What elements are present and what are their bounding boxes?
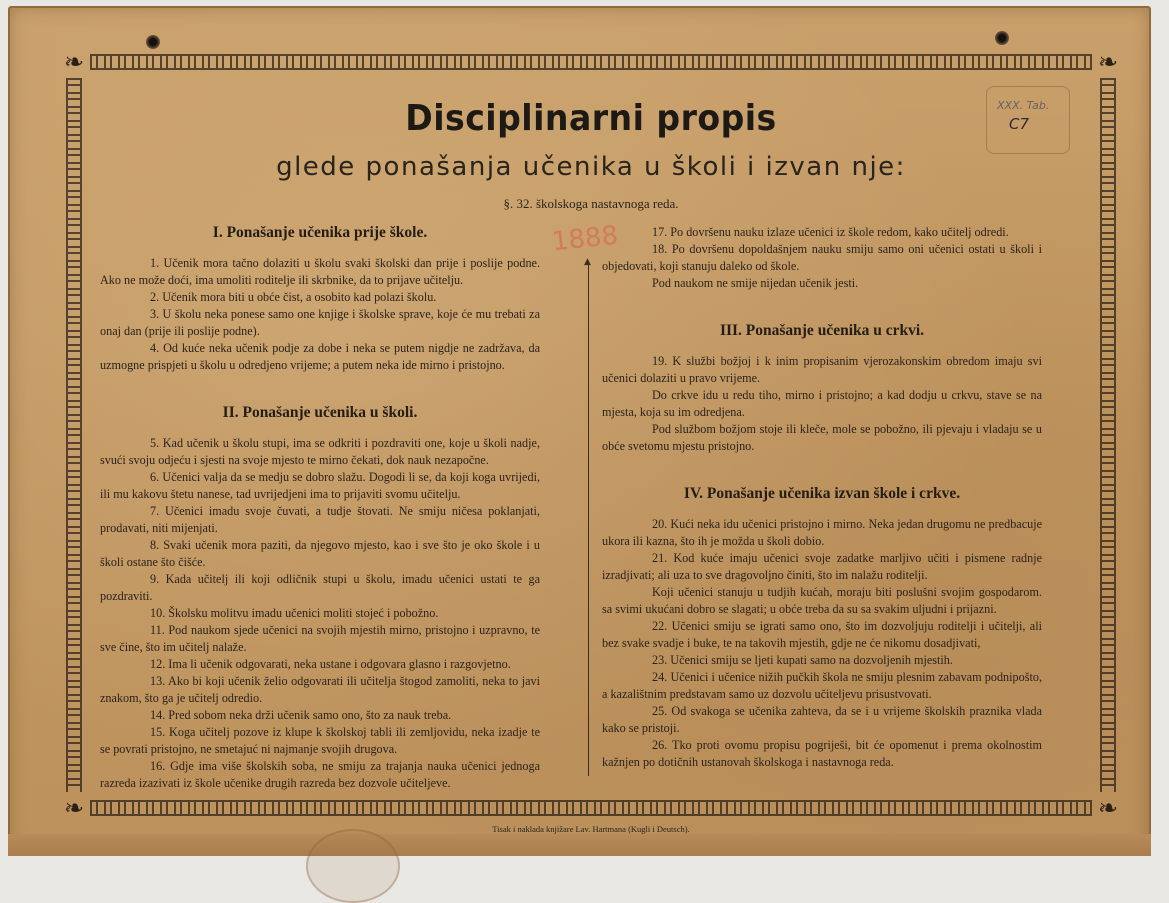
stamp-line-1: XXX. Tab. xyxy=(997,99,1050,112)
meander-border-bottom xyxy=(90,800,1092,816)
rule: 23. Učenici smiju se ljeti kupati samo na dozvoljenih mjestih. xyxy=(652,653,953,667)
corner-ornament-icon: ❧ xyxy=(63,794,85,822)
rule: 24. Učenici i učenice nižih pučkih škola ne smiju plesnim zabavam podnipošto, a kazalištnim predstavam samo uz dozvolu učiteljevu prisustvovati. xyxy=(602,670,1042,701)
rule: Do crkve idu u redu tiho, mirno i pristojno; a kad dodju u crkvu, stave se na mjesta, koja su im odredjena. xyxy=(602,388,1042,419)
rule: 21. Kod kuće imaju učenici svoje zadatke marljivo učiti i pismene radnje izradjivati; ali uza to sve dragovoljno činiti, što im nalažu roditelji. xyxy=(602,551,1042,582)
meander-border-right xyxy=(1100,78,1116,792)
rule: 15. Koga učitelj pozove iz klupe k školskoj tabli ili zemljovidu, neka izadje te se povrati pristojno, ne smetajuć ni najmanje svojih drugova. xyxy=(100,725,540,756)
rule: 17. Po dovršenu nauku izlaze učenici iz škole redom, kako učitelj odredi. xyxy=(652,225,1009,239)
corner-ornament-icon: ❧ xyxy=(63,48,85,76)
rule: 9. Kada učitelj ili koji odličnik stupi u školu, imadu učenici ustati te ga pozdraviti. xyxy=(100,572,540,603)
rule: 3. U školu neka ponese samo one knjige i školske sprave, koje će mu trebati za onaj dan (prije ili poslije podne). xyxy=(100,307,540,338)
rule: 1. Učenik mora tačno dolaziti u školu svaki školski dan prije i poslije podne. Ako ne može doći, ima umoliti roditelje ili skrbnike, da to prijave učitelju. xyxy=(100,256,540,287)
poster-board xyxy=(8,6,1151,856)
rule: Koji učenici stanuju u tudjih kućah, moraju biti poslušni svojim gospodarom. sa svimi ukućani dobro se slagati; u obće treba da su sa svakim uljudni i prijazni. xyxy=(602,585,1042,616)
rule: 19. K službi božjoj i k inim propisanim vjerozakonskim obredom imaju svi učenici dolaziti u pravo vrijeme. xyxy=(602,354,1042,385)
column-divider xyxy=(588,264,589,776)
rule: 13. Ako bi koji učenik želio odgovarati ili učitelja štogod zamoliti, neka to javi znakom, što ga je učitelj odredio. xyxy=(100,674,540,705)
printer-imprint: Tisak i naklada knjižare Lav. Hartmana (Kugli i Deutsch). xyxy=(492,824,690,834)
rule: Pod naukom ne smije nijedan učenik jesti. xyxy=(652,276,859,290)
water-stain xyxy=(306,829,400,903)
document-subtitle: glede ponašanja učenika u školi i izvan nje: xyxy=(276,152,906,182)
meander-border-left xyxy=(66,78,82,792)
rule: 18. Po dovršenu dopoldašnjem nauku smiju samo oni učenici ostati u školi i objedovati, koji stanuju daleko od škole. xyxy=(602,242,1042,273)
left-column xyxy=(100,224,540,792)
decorative-frame xyxy=(63,48,1119,834)
rule: 8. Svaki učenik mora paziti, da njegovo mjesto, kao i sve što je oko škole i u školi ostane što čišće. xyxy=(100,538,540,569)
section-heading: III. Ponašanje učenika u crkvi. xyxy=(719,322,925,339)
rule: 22. Učenici smiju se igrati samo ono, što im dozvoljuju roditelji i učitelji, ali bez svake svadje i buke, te na takovih mjestih, gdje ne će nikomu dosadjivati, xyxy=(602,619,1042,650)
paragraph-reference: §. 32. školskoga nastavnoga reda. xyxy=(503,196,679,211)
stamp-line-2: C7 xyxy=(1009,115,1030,133)
divider-ornament-icon: ▲ xyxy=(584,257,591,267)
rule: 25. Od svakoga se učenika zahteva, da se i u vrijeme školskih praznika vlada kako se pristoji. xyxy=(602,704,1042,735)
rule: 5. Kad učenik u školu stupi, ima se odkriti i pozdraviti one, koje u školi nadje, svući svoju odjeću i sjesti na svoje mjesto te mirno čekati, dok nauk nezapočne. xyxy=(100,436,540,467)
rule: 10. Školsku molitvu imadu učenici moliti stojeć i pobožno. xyxy=(150,606,439,620)
mounting-hole-left xyxy=(146,35,160,49)
rule: 12. Ima li učenik odgovarati, neka ustane i odgovara glasno i razgovjetno. xyxy=(150,657,511,671)
section-heading: IV. Ponašanje učenika izvan škole i crkve. xyxy=(683,485,961,502)
rule: 7. Učenici imadu svoje čuvati, a tudje štovati. Ne smiju ničesa poklanjati, prodavati, niti mijenjati. xyxy=(100,504,540,535)
rule: 16. Gdje ima više školskih soba, ne smiju za trajanja nauka učenici jednoga razreda izazivati iz škole učenike drugih razreda bez dozvole učiteljeve. xyxy=(100,759,540,790)
meander-border-top xyxy=(90,54,1092,70)
rule: 26. Tko proti ovomu propisu pogriješi, bit će opomenut i prema okolnostim kažnjen po dotičnih ustanovah školskoga i nastavnoga reda. xyxy=(602,738,1042,769)
corner-ornament-icon: ❧ xyxy=(1097,794,1119,822)
rule: 20. Kući neka idu učenici pristojno i mirno. Neka jedan drugomu ne predbacuje ukora ili kazna, što ih je možda u školi dobio. xyxy=(602,517,1042,548)
red-annotation: 1888 xyxy=(550,220,620,258)
rule: 4. Od kuće neka učenik podje za dobe i neka se putem nigdje ne zadržava, da uzmogne prispjeti u školu u odredjeno vrijeme; a putem neka ide mirno i pristojno. xyxy=(100,341,540,372)
document-title: Disciplinarni propis xyxy=(405,98,777,139)
right-column xyxy=(602,224,1042,771)
rule: 11. Pod naukom sjede učenici na svojih mjestih mirno, pristojno i uzpravno, te sve čine, što im učitelj nalaže. xyxy=(100,623,540,654)
board-edge xyxy=(8,834,1151,856)
section-heading: II. Ponašanje učenika u školi. xyxy=(222,404,418,421)
rule: 6. Učenici valja da se medju se dobro slažu. Dogodi li se, da koji koga uvrijedi, ili mu kakovu štetu nanese, tad uvrijedjeni ima to prijaviti svomu učitelju. xyxy=(100,470,540,501)
rule: 14. Pred sobom neka drži učenik samo ono, što za nauk treba. xyxy=(150,708,452,722)
rule: Pod službom božjom stoje ili kleče, mole se pobožno, ili pjevaju i vladaju se u obće svetomu mjestu pristojno. xyxy=(602,422,1042,453)
corner-ornament-icon: ❧ xyxy=(1097,48,1119,76)
rule: 2. Učenik mora biti u obće čist, a osobito kad polazi školu. xyxy=(150,290,437,304)
mounting-hole-right xyxy=(995,31,1009,45)
section-heading: I. Ponašanje učenika prije škole. xyxy=(212,224,428,241)
